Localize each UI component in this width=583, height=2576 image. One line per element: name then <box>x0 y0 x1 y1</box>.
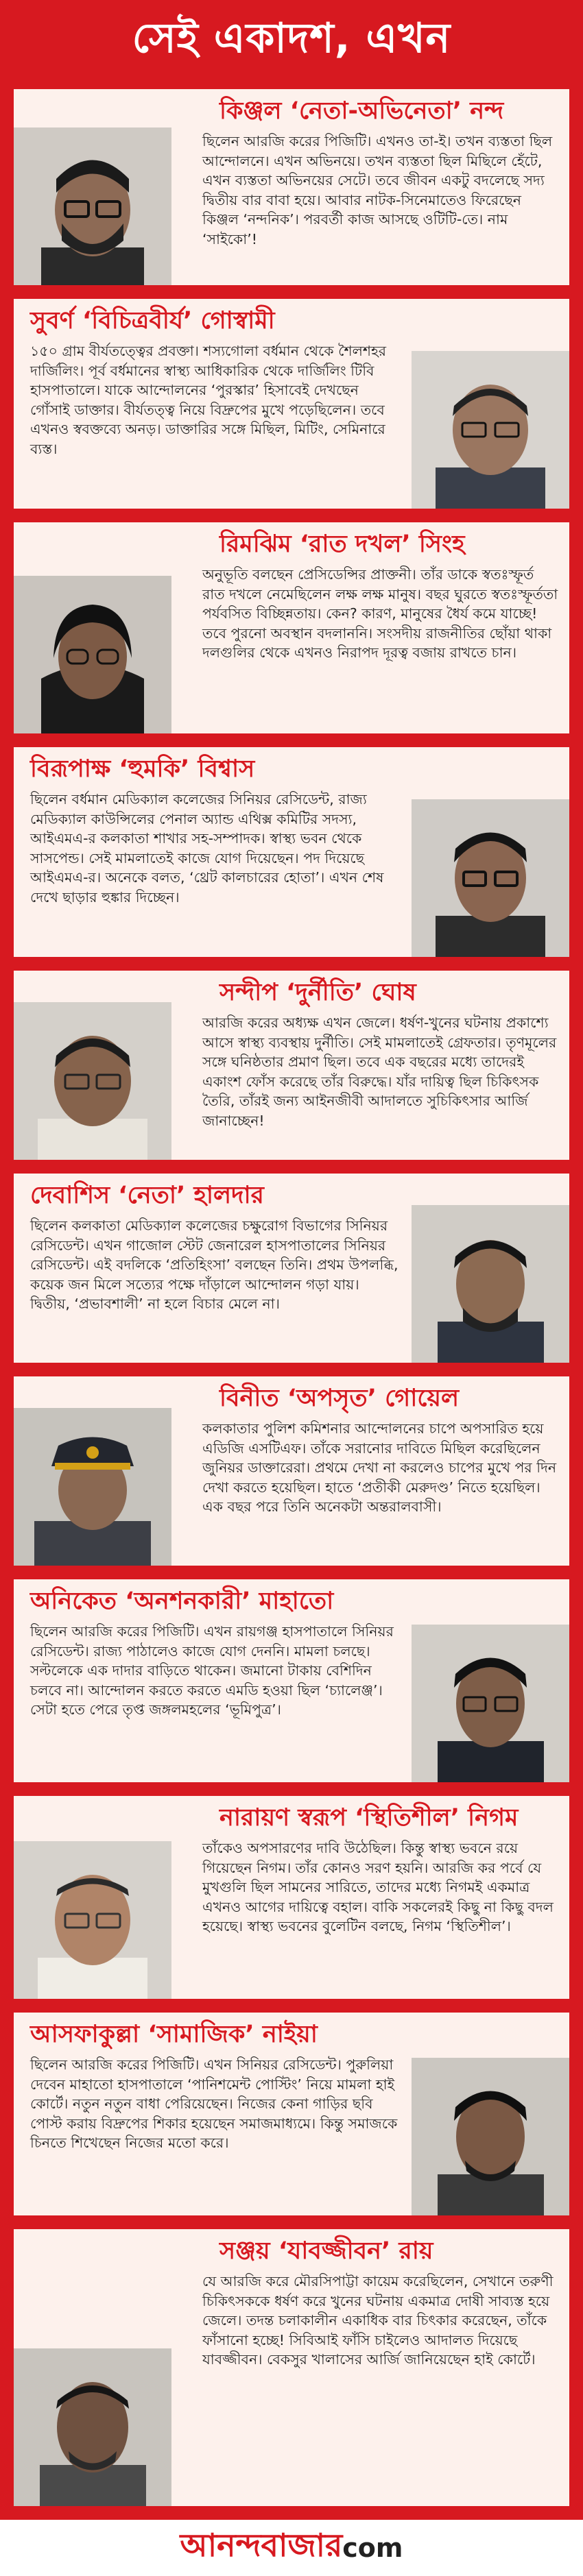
profile-card <box>14 89 569 285</box>
brand-logo-suffix: com <box>342 2533 403 2563</box>
profile-name: দেবাশিস ‘নেতা’ হালদার <box>30 1182 264 1209</box>
profile-description: যে আরজি করে মৌরসিপাট্টা কায়েম করেছিলেন, সেখানে তরুণী চিকিৎসককে ধর্ষণ করে খুনের ঘটনায় একমাত্র দোষী সাব্যস্ত হয়ে জেলে। তদন্ত চলাকালীন একাধিক বার চিৎকার করেছেন, তাঁকে ফাঁসানো হচ্ছে! সিবিআই ফাঁসি চাইলেও আদালত দিয়েছে যাবজ্জীবন। বেকসুর খালাসের আর্জি জানিয়েছেন হাই কোর্টে। <box>202 2273 554 2368</box>
profile-card <box>14 1174 569 1363</box>
profile-name: সুবর্ণ ‘বিচিত্রবীর্য’ গোস্বামী <box>30 307 275 335</box>
portrait-photo <box>412 1205 569 1363</box>
brand-logo[interactable]: আনন্দবাজার <box>180 2527 343 2564</box>
portrait-photo <box>14 1408 171 1566</box>
portrait-photo <box>412 1625 569 1782</box>
profile-description: ছিলেন বর্ধমান মেডিক্যাল কলেজের সিনিয়র রেসিডেন্ট, রাজ্য মেডিক্যাল কাউন্সিলের পেনাল অ্যান্ড এথিক্স কমিটির সদস্য, আইএমএ-র কলকাতা শাখার সহ-সম্পাদক। স্বাস্থ্য ভবন থেকে সাসপেন্ড। সেই মামলাতেই কাজে যোগ দিয়েছেন। পদ দিয়েছে আইএমএ-র। অনেকে বলত, ‘থ্রেট কালচারের হোতা’। এখন শেষ দেখে ছাড়ার হুঙ্কার দিচ্ছেন। <box>30 791 384 906</box>
profile-card <box>14 1376 569 1566</box>
profile-card <box>14 971 569 1160</box>
profile-name: বিরূপাক্ষ ‘হুমকি’ বিশ্বাস <box>30 755 255 783</box>
profile-description: আরজি করের অধ্যক্ষ এখন জেলে। ধর্ষণ-খুনের ঘটনায় প্রকাশ্যে আসে স্বাস্থ্য ব্যবস্থায় দুর্নীতি। সেই মামলাতেই গ্রেফতার। তৃণমূলের সঙ্গে ঘনিষ্ঠতার প্রমাণ ছিল। তবে এক বছরের মধ্যে তাদেরই একাংশ ফোঁস করেছে তাঁর বিরুদ্ধে। যাঁর দায়িত্ব ছিল চিকিৎসক তৈরি, তাঁরই জন্য আইনজীবী আদালতে সুচিকিৎসার আর্জি জানাচ্ছেন! <box>202 1014 557 1129</box>
profile-name: রিমঝিম ‘রাত দখল’ সিংহ <box>219 531 465 558</box>
profile-name: বিনীত ‘অপসৃত’ গোয়েল <box>219 1385 460 1412</box>
portrait-photo <box>14 576 171 733</box>
portrait-photo <box>412 799 569 957</box>
profile-name: নারায়ণ স্বরূপ ‘স্থিতিশীল’ নিগম <box>219 1804 519 1832</box>
profile-card <box>14 299 569 509</box>
profile-card <box>14 2013 569 2215</box>
profile-description: কলকাতার পুলিশ কমিশনার আন্দোলনের চাপে অপসারিত হয়ে এডিজি এসটিএফ। তাঁকে সরানোর দাবিতে মিছিল করেছিলেন জুনিয়র ডাক্তারেরা। প্রথমে দেখা না করলেও চাপের মুখে পর দিন দেখা করতে হয়েছিল। হাতে ‘প্রতীকী মেরুদণ্ড’ নিতে হয়েছিল। এক বছর পরে তিনি অনেকটা অন্তরালবাসী। <box>202 1420 557 1515</box>
profile-card <box>14 1796 569 1999</box>
portrait-photo <box>14 127 171 285</box>
profile-name: কিঞ্জল ‘নেতা-অভিনেতা’ নন্দ <box>219 97 504 125</box>
profile-description: ১৫০ গ্রাম বীর্যতত্ত্বের প্রবক্তা। শস্যগোলা বর্ধমান থেকে শৈলশহর দার্জিলিং। পূর্ব বর্ধমানের স্বাস্থ্য আধিকারিক থেকে দার্জিলিং টিবি হাসপাতালে। যাকে আন্দোলনের ‘পুরস্কার’ হিসাবেই দেখছেন গোঁসাই ডাক্তার। বীর্যতত্ত্ব নিয়ে বিদ্রুপের মুখে পড়েছিলেন। তবে এখনও স্ববক্তব্যে অনড়। ডাক্তারির সঙ্গে মিছিল, মিটিং, সেমিনারে ব্যস্ত। <box>30 343 387 457</box>
portrait-photo <box>14 1841 171 1999</box>
profile-description: ছিলেন আরজি করের পিজিটি। এখনও তা-ই। তখন ব্যস্ততা ছিল আন্দোলনে। এখন অভিনয়ে। তখন ব্যস্ততা ছিল মিছিলে হেঁটে, এখন ব্যস্ততা অভিনয়ের সেটে। তবে জীবন একটু বদলেছে সদ্য দ্বিতীয় বার বাবা হয়ে। আবার নাটক-সিনেমাতেও ফিরেছেন কিঞ্জল ‘নন্দনিক’। পরবর্তী কাজ আসছে ওটিটি-তে। নাম ‘সাইকো’! <box>202 133 553 247</box>
portrait-photo <box>14 1002 171 1160</box>
profile-card <box>14 522 569 733</box>
profile-card <box>14 2229 569 2506</box>
footer <box>0 2520 583 2576</box>
profile-name: সন্দীপ ‘দুর্নীতি’ ঘোষ <box>219 979 416 1006</box>
portrait-photo <box>412 2058 569 2215</box>
profile-name: সঞ্জয় ‘যাবজ্জীবন’ রায় <box>219 2237 433 2265</box>
profile-description: ছিলেন আরজি করের পিজিটি। এখন রায়গঞ্জ হাসপাতালে সিনিয়র রেসিডেন্ট। রাজ্য পাঠালেও কাজে যোগ দেননি। মামলা চলছে। সল্টলেকে এক দাদার বাড়িতে থাকেন। জমানো টাকায় বেশিদিন চলবে না। আন্দোলন করতে করতে এমডি হওয়া ছিল ‘চ্যালেঞ্জ’। সেটা হতে পেরে তৃপ্ত জঙ্গলমহলের ‘ভূমিপুত্র’। <box>30 1623 394 1718</box>
profile-description: ছিলেন কলকাতা মেডিক্যাল কলেজের চক্ষুরোগ বিভাগের সিনিয়র রেসিডেন্ট। এখন গাজোল স্টেট জেনারেল হাসপাতালের সিনিয়র রেসিডেন্ট। এই বদলিকে ‘প্রতিহিংসা’ বলছেন তিনি। প্রথম উপলব্ধি, কয়েক জন মিলে সত্যের পক্ষে দাঁড়ালে আন্দোলন গড়া যায়। দ্বিতীয়, ‘প্রভাবশালী’ না হলে বিচার মেলে না। <box>30 1217 398 1312</box>
profile-name: আসফাকুল্লা ‘সামাজিক’ নাইয়া <box>30 2021 318 2048</box>
profile-name: অনিকেত ‘অনশনকারী’ মাহাতো <box>30 1588 334 1615</box>
page-title: সেই একাদশ, এখন <box>132 14 451 62</box>
profile-description: অনুভূতি বলছেন প্রেসিডেন্সির প্রাক্তনী। তাঁর ডাকে স্বতঃস্ফূর্ত রাত দখলে নেমেছিলেন লক্ষ লক্ষ মানুষ। বছর ঘুরতে স্বতঃস্ফূর্ততা পর্যবসিত বিচ্ছিন্নতায়। কেন? কারণ, মানুষের ধৈর্য কমে যাচ্ছে! তবে পুরনো অবস্থান বদলাননি। সংসদীয় রাজনীতির ছোঁয়া থাকা দলগুলির থেকে এখনও নিরাপদ দূরত্ব বজায় রাখতে চান। <box>202 566 558 661</box>
profile-description: ছিলেন আরজি করের পিজিটি। এখন সিনিয়র রেসিডেন্ট। পুরুলিয়া দেবেন মাহাতো হাসপাতালে ‘পানিশমেন্ট পোস্টিং’ নিয়ে মামলা হাই কোর্টে। নতুন নতুন বাধা পেরিয়েছেন। নিজের কেনা গাড়ির ছবি পোস্ট করায় বিদ্রুপের শিকার হয়েছেন সমাজমাধ্যমে। কিন্তু সমাজকে চিনতে শিখেছেন নিজের মতো করে। <box>30 2056 398 2151</box>
profile-card <box>14 1579 569 1782</box>
portrait-photo <box>14 2348 171 2506</box>
profile-description: তাঁকেও অপসারণের দাবি উঠেছিল। কিন্তু স্বাস্থ্য ভবনে রয়ে গিয়েছেন নিগম। তাঁর কোনও সরণ হয়নি। আরজি কর পর্বে যে মুখগুলি ছিল সামনের সারিতে, তাদের মধ্যে নিগমই একমাত্র এখনও আগের দায়িত্বে বহাল। বাকি সকলেরই কিছু না কিছু বদল হয়েছে। স্বাস্থ্য ভবনের বুলেটিন বলছে, নিগম ‘স্থিতিশীল’। <box>202 1840 554 1934</box>
profile-card <box>14 747 569 957</box>
portrait-photo <box>412 351 569 509</box>
